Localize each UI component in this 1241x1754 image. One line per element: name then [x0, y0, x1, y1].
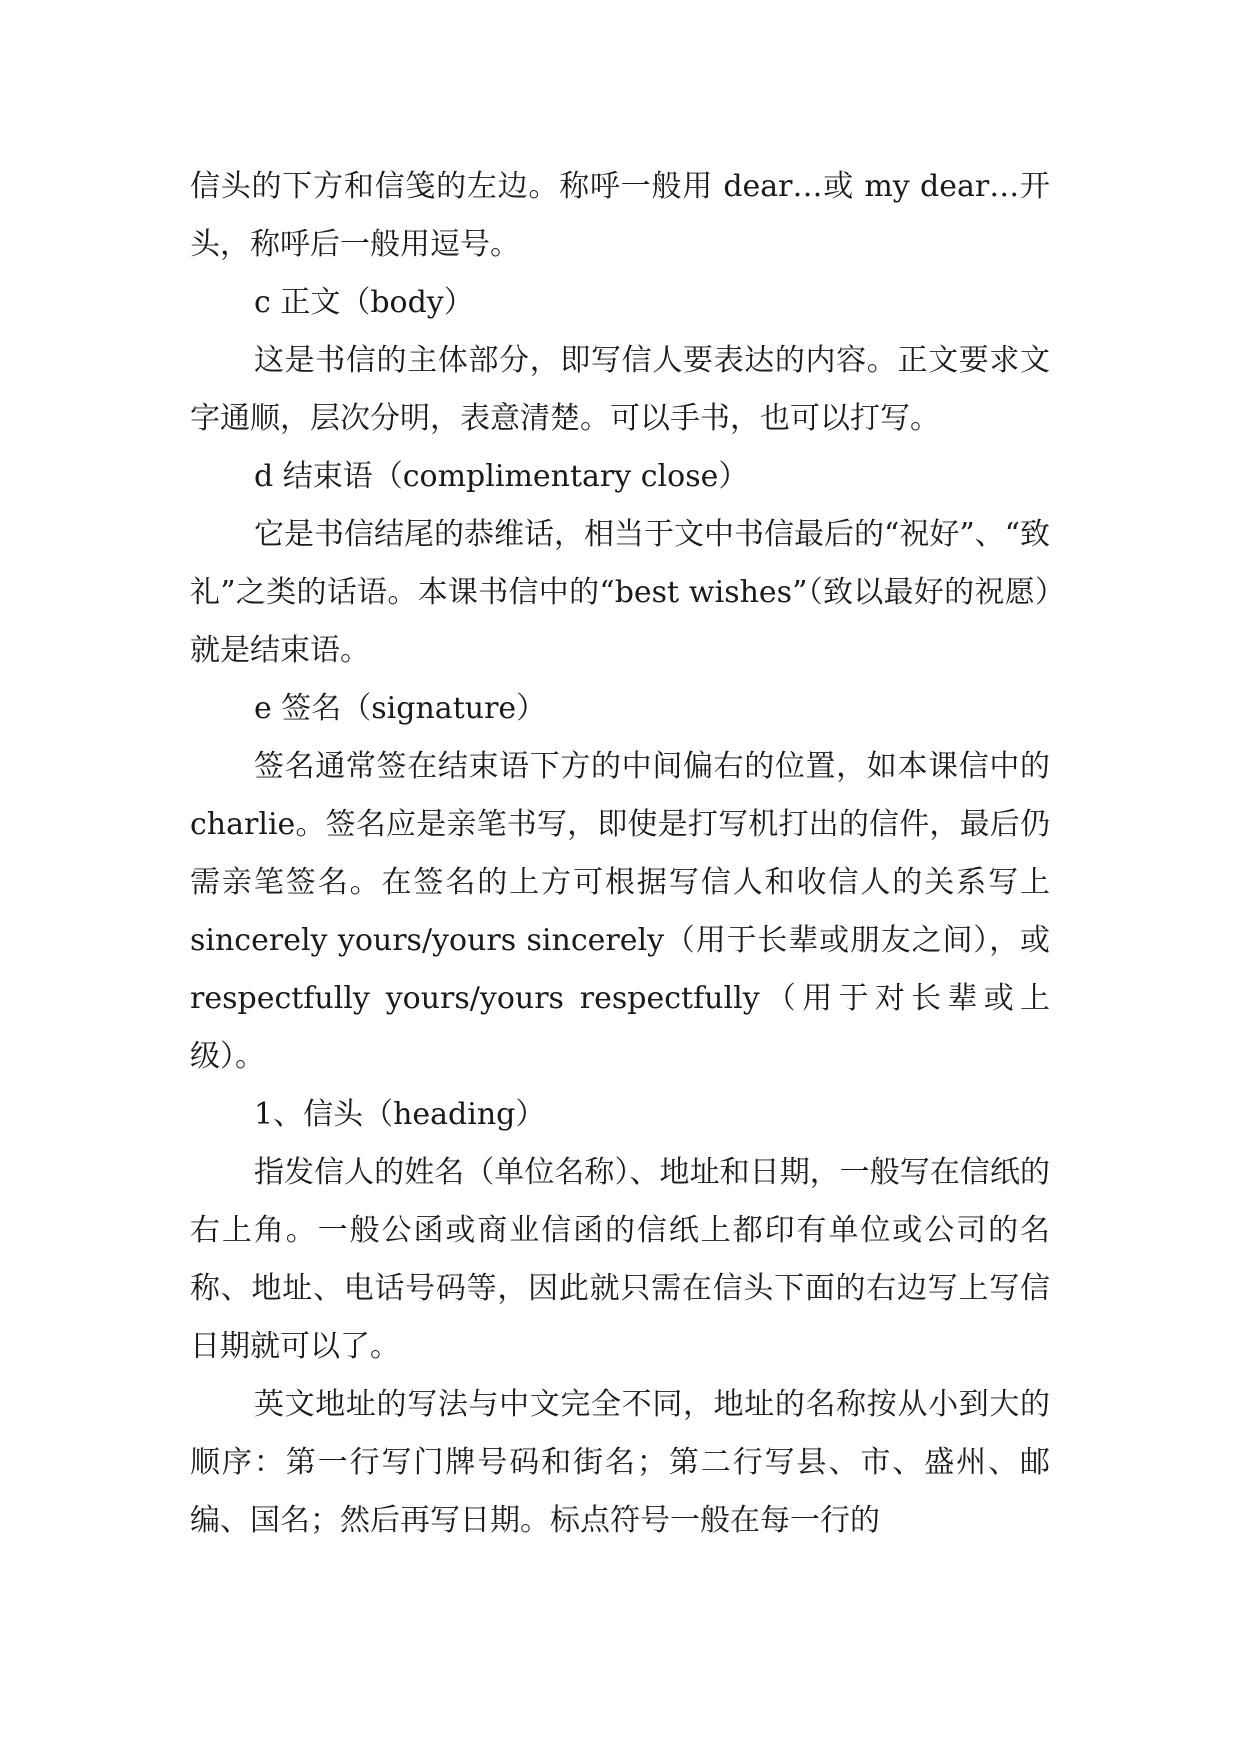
document-body: [190, 158, 1050, 1550]
paragraph-salutation-continued: 信头的下方和信笺的左边。称呼一般用 dear…或 my dear…开头，称呼后一般用逗号。: [190, 169, 1050, 262]
heading-complimentary-close: d 结束语（complimentary close）: [254, 459, 749, 494]
paragraph-address-format: 英文地址的写法与中文完全不同，地址的名称按从小到大的顺序：第一行写门牌号码和街名；第二行写县、市、盛州、邮编、国名；然后再写日期。标点符号一般在每一行的: [190, 1387, 1050, 1538]
heading-body: c 正文（body）: [254, 285, 474, 320]
paragraph-signature: 签名通常签在结束语下方的中间偏右的位置，如本课信中的 charlie。签名应是亲笔书写，即使是打写机打出的信件，最后仍需亲笔签名。在签名的上方可根据写信人和收信人的关系写上 sincerely yours/yours sincerely（用于长辈或朋友之间），或 respectfully yours/yours respectfully（用于对长辈或上级）。: [190, 749, 1050, 1074]
heading-heading: 1、信头（heading）: [254, 1097, 546, 1132]
paragraph-body: 这是书信的主体部分，即写信人要表达的内容。正文要求文字通顺，层次分明，表意清楚。可以手书，也可以打写。: [190, 343, 1050, 436]
paragraph-heading: 指发信人的姓名（单位名称）、地址和日期，一般写在信纸的右上角。一般公函或商业信函的信纸上都印有单位或公司的名称、地址、电话号码等，因此就只需在信头下面的右边写上写信日期就可以了。: [190, 1155, 1050, 1364]
paragraph-complimentary-close: 它是书信结尾的恭维话，相当于文中书信最后的“祝好”、“致礼”之类的话语。本课书信中的“best wishes”（致以最好的祝愿）就是结束语。: [190, 517, 1051, 668]
heading-signature: e 签名（signature）: [254, 691, 547, 726]
